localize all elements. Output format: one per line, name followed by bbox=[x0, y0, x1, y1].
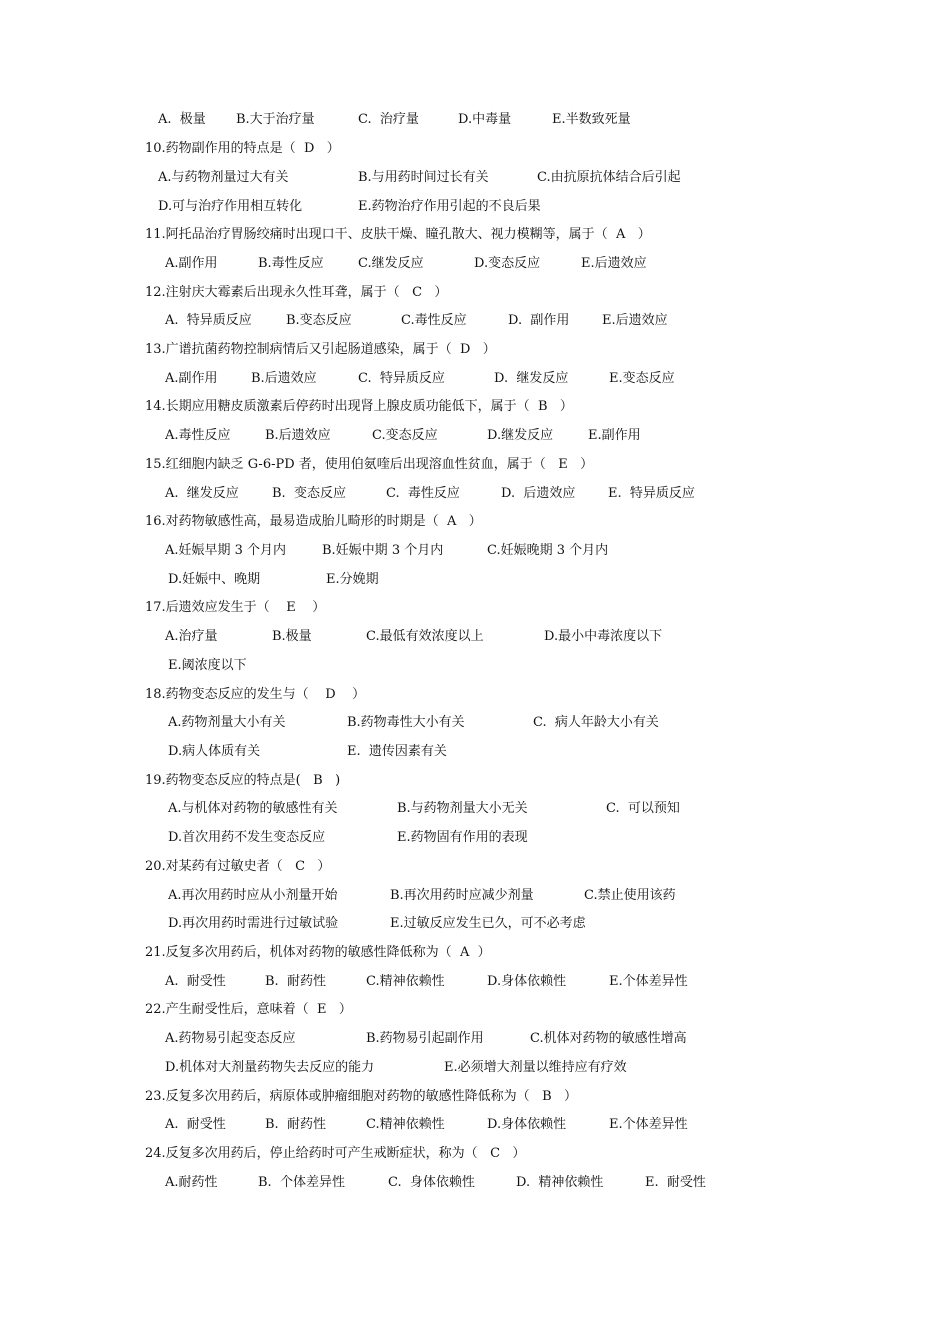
question-text: 21.反复多次用药后，机体对药物的敏感性降低称为（ A ） bbox=[145, 945, 491, 960]
question-text: 24.反复多次用药后，停止给药时可产生戒断症状，称为（ C ） bbox=[145, 1146, 526, 1161]
answer-option: E.个体差异性 bbox=[609, 1117, 688, 1132]
question-text: 13.广谱抗菌药物控制病情后又引起肠道感染，属于（ D ） bbox=[145, 342, 496, 357]
question-text: 15.红细胞内缺乏 G-6-PD 者，使用伯氨喹后出现溶血性贫血，属于（ E ） bbox=[145, 457, 594, 472]
answer-option: C.继发反应 bbox=[358, 256, 424, 271]
answer-option: A.与药物剂量过大有关 bbox=[158, 170, 289, 185]
answer-option: B.后遗效应 bbox=[265, 428, 331, 443]
answer-option: D. 精神依赖性 bbox=[516, 1175, 604, 1190]
answer-option: A. 极量 bbox=[158, 112, 206, 127]
answer-options-row bbox=[0, 425, 950, 447]
question-text: 19.药物变态反应的特点是( B ) bbox=[145, 773, 341, 788]
answer-options-row bbox=[0, 1057, 950, 1079]
answer-option: D.继发反应 bbox=[487, 428, 554, 443]
answer-option: C.妊娠晚期 3 个月内 bbox=[487, 543, 609, 558]
answer-options-row bbox=[0, 483, 950, 505]
answer-option: D.身体依赖性 bbox=[487, 974, 567, 989]
answer-option: E.药物固有作用的表现 bbox=[397, 830, 528, 845]
question-stem bbox=[0, 1086, 950, 1108]
answer-option: A. 耐受性 bbox=[165, 974, 226, 989]
answer-option: B. 耐药性 bbox=[265, 974, 326, 989]
question-text: 11.阿托品治疗胃肠绞痛时出现口干、皮肤干燥、瞳孔散大、视力模糊等，属于（ A ） bbox=[145, 227, 651, 242]
answer-option: C.精神依赖性 bbox=[366, 974, 445, 989]
answer-options-row bbox=[0, 196, 950, 218]
answer-option: A.药物剂量大小有关 bbox=[168, 715, 286, 730]
answer-option: A. 耐受性 bbox=[165, 1117, 226, 1132]
answer-option: B.妊娠中期 3 个月内 bbox=[322, 543, 444, 558]
answer-options-row bbox=[0, 626, 950, 648]
question-stem bbox=[0, 999, 950, 1021]
answer-option: E.后遗效应 bbox=[581, 256, 647, 271]
answer-option: D. 继发反应 bbox=[494, 371, 569, 386]
answer-option: E.药物治疗作用引起的不良后果 bbox=[358, 199, 541, 214]
answer-option: C.机体对药物的敏感性增高 bbox=[530, 1031, 687, 1046]
answer-option: E.分娩期 bbox=[326, 572, 379, 587]
answer-option: E.半数致死量 bbox=[552, 112, 631, 127]
question-text: 22.产生耐受性后，意味着（ E ） bbox=[145, 1002, 352, 1017]
answer-option: A.治疗量 bbox=[165, 629, 218, 644]
answer-option: D.首次用药不发生变态反应 bbox=[168, 830, 326, 845]
answer-option: E.阈浓度以下 bbox=[168, 658, 247, 673]
answer-option: B. 个体差异性 bbox=[258, 1175, 345, 1190]
answer-option: A.与机体对药物的敏感性有关 bbox=[168, 801, 338, 816]
answer-options-row bbox=[0, 741, 950, 763]
question-text: 14.长期应用糖皮质激素后停药时出现肾上腺皮质功能低下，属于（ B ） bbox=[145, 399, 573, 414]
answer-options-row bbox=[0, 827, 950, 849]
answer-option: C.毒性反应 bbox=[401, 313, 467, 328]
answer-option: B.药物易引起副作用 bbox=[366, 1031, 484, 1046]
question-stem bbox=[0, 138, 950, 160]
answer-option: C. 特异质反应 bbox=[358, 371, 445, 386]
answer-option: A.耐药性 bbox=[165, 1175, 218, 1190]
answer-options-row bbox=[0, 1028, 950, 1050]
question-stem bbox=[0, 856, 950, 878]
answer-options-row bbox=[0, 368, 950, 390]
question-stem bbox=[0, 224, 950, 246]
answer-options-row bbox=[0, 1114, 950, 1136]
answer-option: D.病人体质有关 bbox=[168, 744, 261, 759]
answer-option: E. 特异质反应 bbox=[608, 486, 695, 501]
answer-option: B.再次用药时应减少剂量 bbox=[390, 888, 534, 903]
answer-option: C. 可以预知 bbox=[606, 801, 680, 816]
answer-option: C. 身体依赖性 bbox=[388, 1175, 475, 1190]
answer-option: E.必须增大剂量以维持应有疗效 bbox=[444, 1060, 627, 1075]
question-text: 16.对药物敏感性高，最易造成胎儿畸形的时期是（ A ） bbox=[145, 514, 482, 529]
answer-option: C. 病人年龄大小有关 bbox=[533, 715, 659, 730]
answer-options-row bbox=[0, 310, 950, 332]
answer-option: A. 特异质反应 bbox=[165, 313, 252, 328]
answer-option: B.变态反应 bbox=[286, 313, 352, 328]
answer-option: C.禁止使用该药 bbox=[584, 888, 676, 903]
answer-options-row bbox=[0, 798, 950, 820]
answer-options-row bbox=[0, 655, 950, 677]
answer-option: D.身体依赖性 bbox=[487, 1117, 567, 1132]
answer-option: E.过敏反应发生已久，可不必考虑 bbox=[390, 916, 586, 931]
answer-option: B.与药物剂量大小无关 bbox=[397, 801, 528, 816]
answer-option: A.妊娠早期 3 个月内 bbox=[165, 543, 287, 558]
answer-options-row bbox=[0, 885, 950, 907]
answer-option: D.最小中毒浓度以下 bbox=[544, 629, 663, 644]
answer-option: A.药物易引起变态反应 bbox=[165, 1031, 296, 1046]
question-text: 12.注射庆大霉素后出现永久性耳聋，属于（ C ） bbox=[145, 285, 448, 300]
answer-options-row bbox=[0, 1172, 950, 1194]
answer-option: A. 继发反应 bbox=[165, 486, 239, 501]
answer-options-row bbox=[0, 109, 950, 131]
question-stem bbox=[0, 1143, 950, 1165]
answer-option: D.中毒量 bbox=[458, 112, 512, 127]
question-stem bbox=[0, 396, 950, 418]
answer-options-row bbox=[0, 971, 950, 993]
answer-option: C.最低有效浓度以上 bbox=[366, 629, 484, 644]
answer-option: E.个体差异性 bbox=[609, 974, 688, 989]
question-stem bbox=[0, 339, 950, 361]
answer-option: D. 副作用 bbox=[508, 313, 570, 328]
question-stem bbox=[0, 770, 950, 792]
answer-options-row bbox=[0, 712, 950, 734]
answer-option: C.由抗原抗体结合后引起 bbox=[537, 170, 681, 185]
answer-option: B.大于治疗量 bbox=[236, 112, 315, 127]
answer-option: E. 耐受性 bbox=[645, 1175, 706, 1190]
question-text: 10.药物副作用的特点是（ D ） bbox=[145, 141, 340, 156]
question-stem bbox=[0, 511, 950, 533]
answer-option: D.机体对大剂量药物失去反应的能力 bbox=[165, 1060, 375, 1075]
answer-option: C. 治疗量 bbox=[358, 112, 419, 127]
answer-option: E. 遗传因素有关 bbox=[347, 744, 447, 759]
answer-option: A.毒性反应 bbox=[165, 428, 231, 443]
answer-option: D.变态反应 bbox=[474, 256, 541, 271]
question-text: 18.药物变态反应的发生与（ D ） bbox=[145, 687, 366, 702]
question-stem bbox=[0, 597, 950, 619]
answer-option: B.极量 bbox=[272, 629, 312, 644]
answer-option: E.副作用 bbox=[588, 428, 641, 443]
answer-option: B. 变态反应 bbox=[272, 486, 346, 501]
question-stem bbox=[0, 454, 950, 476]
answer-options-row bbox=[0, 167, 950, 189]
answer-option: B. 耐药性 bbox=[265, 1117, 326, 1132]
answer-option: C. 毒性反应 bbox=[386, 486, 460, 501]
answer-option: E.后遗效应 bbox=[602, 313, 668, 328]
answer-option: D.妊娠中、晚期 bbox=[168, 572, 261, 587]
answer-option: B.与用药时间过长有关 bbox=[358, 170, 489, 185]
answer-option: A.再次用药时应从小剂量开始 bbox=[168, 888, 338, 903]
answer-option: D.再次用药时需进行过敏试验 bbox=[168, 916, 339, 931]
answer-option: B.药物毒性大小有关 bbox=[347, 715, 465, 730]
answer-option: A.副作用 bbox=[165, 256, 218, 271]
question-text: 20.对某药有过敏史者（ C ） bbox=[145, 859, 331, 874]
answer-options-row bbox=[0, 540, 950, 562]
answer-option: A.副作用 bbox=[165, 371, 218, 386]
answer-option: B.后遗效应 bbox=[251, 371, 317, 386]
question-stem bbox=[0, 684, 950, 706]
question-stem bbox=[0, 282, 950, 304]
question-text: 23.反复多次用药后，病原体或肿瘤细胞对药物的敏感性降低称为（ B ） bbox=[145, 1089, 578, 1104]
answer-option: D. 后遗效应 bbox=[501, 486, 576, 501]
answer-option: E.变态反应 bbox=[609, 371, 675, 386]
answer-options-row bbox=[0, 913, 950, 935]
answer-option: D.可与治疗作用相互转化 bbox=[158, 199, 303, 214]
question-text: 17.后遗效应发生于（ E ） bbox=[145, 600, 326, 615]
question-stem bbox=[0, 942, 950, 964]
answer-option: C.精神依赖性 bbox=[366, 1117, 445, 1132]
answer-options-row bbox=[0, 569, 950, 591]
answer-option: B.毒性反应 bbox=[258, 256, 324, 271]
answer-options-row bbox=[0, 253, 950, 275]
answer-option: C.变态反应 bbox=[372, 428, 438, 443]
